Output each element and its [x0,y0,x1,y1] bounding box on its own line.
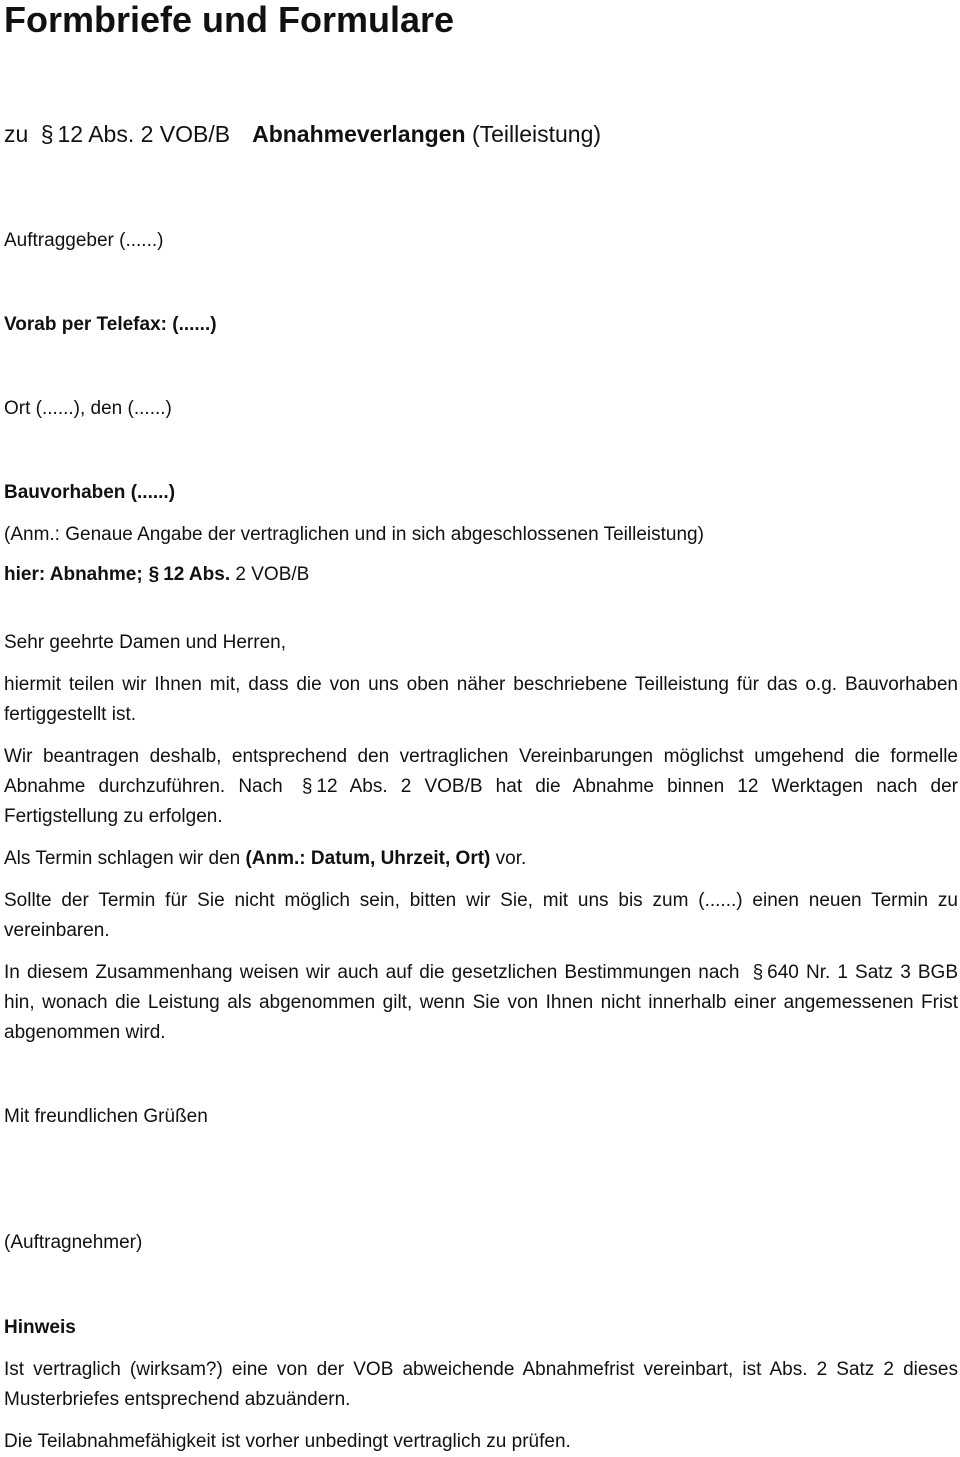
telefax-line: Vorab per Telefax: (......) [4,314,217,335]
anmerkung-line: (Anm.: Genaue Angabe der vertraglichen und in sich abgeschlossenen Teilleistung) [4,524,704,545]
paragraph-2-a: Wir beantragen deshalb, entsprechend den vertraglichen Vereinbarungen möglichst umgehend die formelle Abnahme durchzuführen. Nach [4,746,958,797]
paragraph-2-section-sign: § [301,776,313,797]
paragraph-3-bold: (Anm.: Datum, Uhrzeit, Ort) [245,848,491,869]
paragraph-3-b: vor. [495,848,527,869]
page-title: Formbriefe und Formulare [4,0,455,40]
paragraph-5 [4,958,958,1048]
subtitle-ref: 12 Abs. 2 VOB/B [57,121,231,147]
paragraph-1: hiermit teilen wir Ihnen mit, dass die von uns oben näher beschriebene Teilleistung für das o.g. Bauvorhaben fertiggestellt ist. [4,674,958,725]
paragraph-4: Sollte der Termin für Sie nicht möglich sein, bitten wir Sie, mit uns bis zum (......) einen neuen Termin zu vereinbaren. [4,890,958,941]
betreff-bold-ref: 12 Abs. [163,564,231,585]
paragraph-5-a: In diesem Zusammenhang weisen wir auch auf die gesetzlichen Bestimmungen nach [4,962,740,983]
subtitle [4,117,601,151]
paragraph-2 [4,742,958,832]
ort-datum-line: Ort (......), den (......) [4,398,172,419]
closing-greeting: Mit freundlichen Grüßen [4,1106,208,1127]
signer: (Auftragnehmer) [4,1232,143,1253]
betreff-rest: 2 VOB/B [235,564,310,585]
subtitle-prefix: zu [4,121,29,147]
hinweis-text-2: Die Teilabnahmefähigkeit ist vorher unbedingt vertraglich zu prüfen. [4,1431,571,1452]
paragraph-3-a: Als Termin schlagen wir den [4,848,241,869]
betreff-bold: hier: Abnahme; [4,564,143,585]
betreff-section-sign: § [148,564,160,585]
section-sign: § [40,121,54,147]
paragraph-2-b: 12 Abs. 2 VOB/B hat die Abnahme binnen 12 Werktagen nach der Fertigstellung zu erfolgen. [4,776,959,827]
hinweis-heading: Hinweis [4,1317,76,1338]
paragraph-5-section-sign: § [752,962,764,983]
hinweis-text-1: Ist vertraglich (wirksam?) eine von der VOB abweichende Abnahmefrist vereinbart, ist Abs. 2 Satz 2 dieses Musterbriefes entsprechend abzuändern. [4,1359,958,1410]
paragraph-5-b: 640 Nr. 1 Satz 3 BGB hin, wonach die Leistung als abgenommen gilt, wenn Sie von Ihnen nicht innerhalb einer angemessenen Frist abgenommen wird. [4,962,958,1043]
subtitle-bold: Abnahmeverlangen [252,121,466,147]
bauvorhaben-line: Bauvorhaben (......) [4,482,176,503]
subtitle-suffix: (Teilleistung) [471,121,602,147]
betreff-line [4,560,960,590]
auftraggeber-line: Auftraggeber (......) [4,230,164,251]
paragraph-3 [4,844,960,874]
salutation: Sehr geehrte Damen und Herren, [4,632,286,653]
